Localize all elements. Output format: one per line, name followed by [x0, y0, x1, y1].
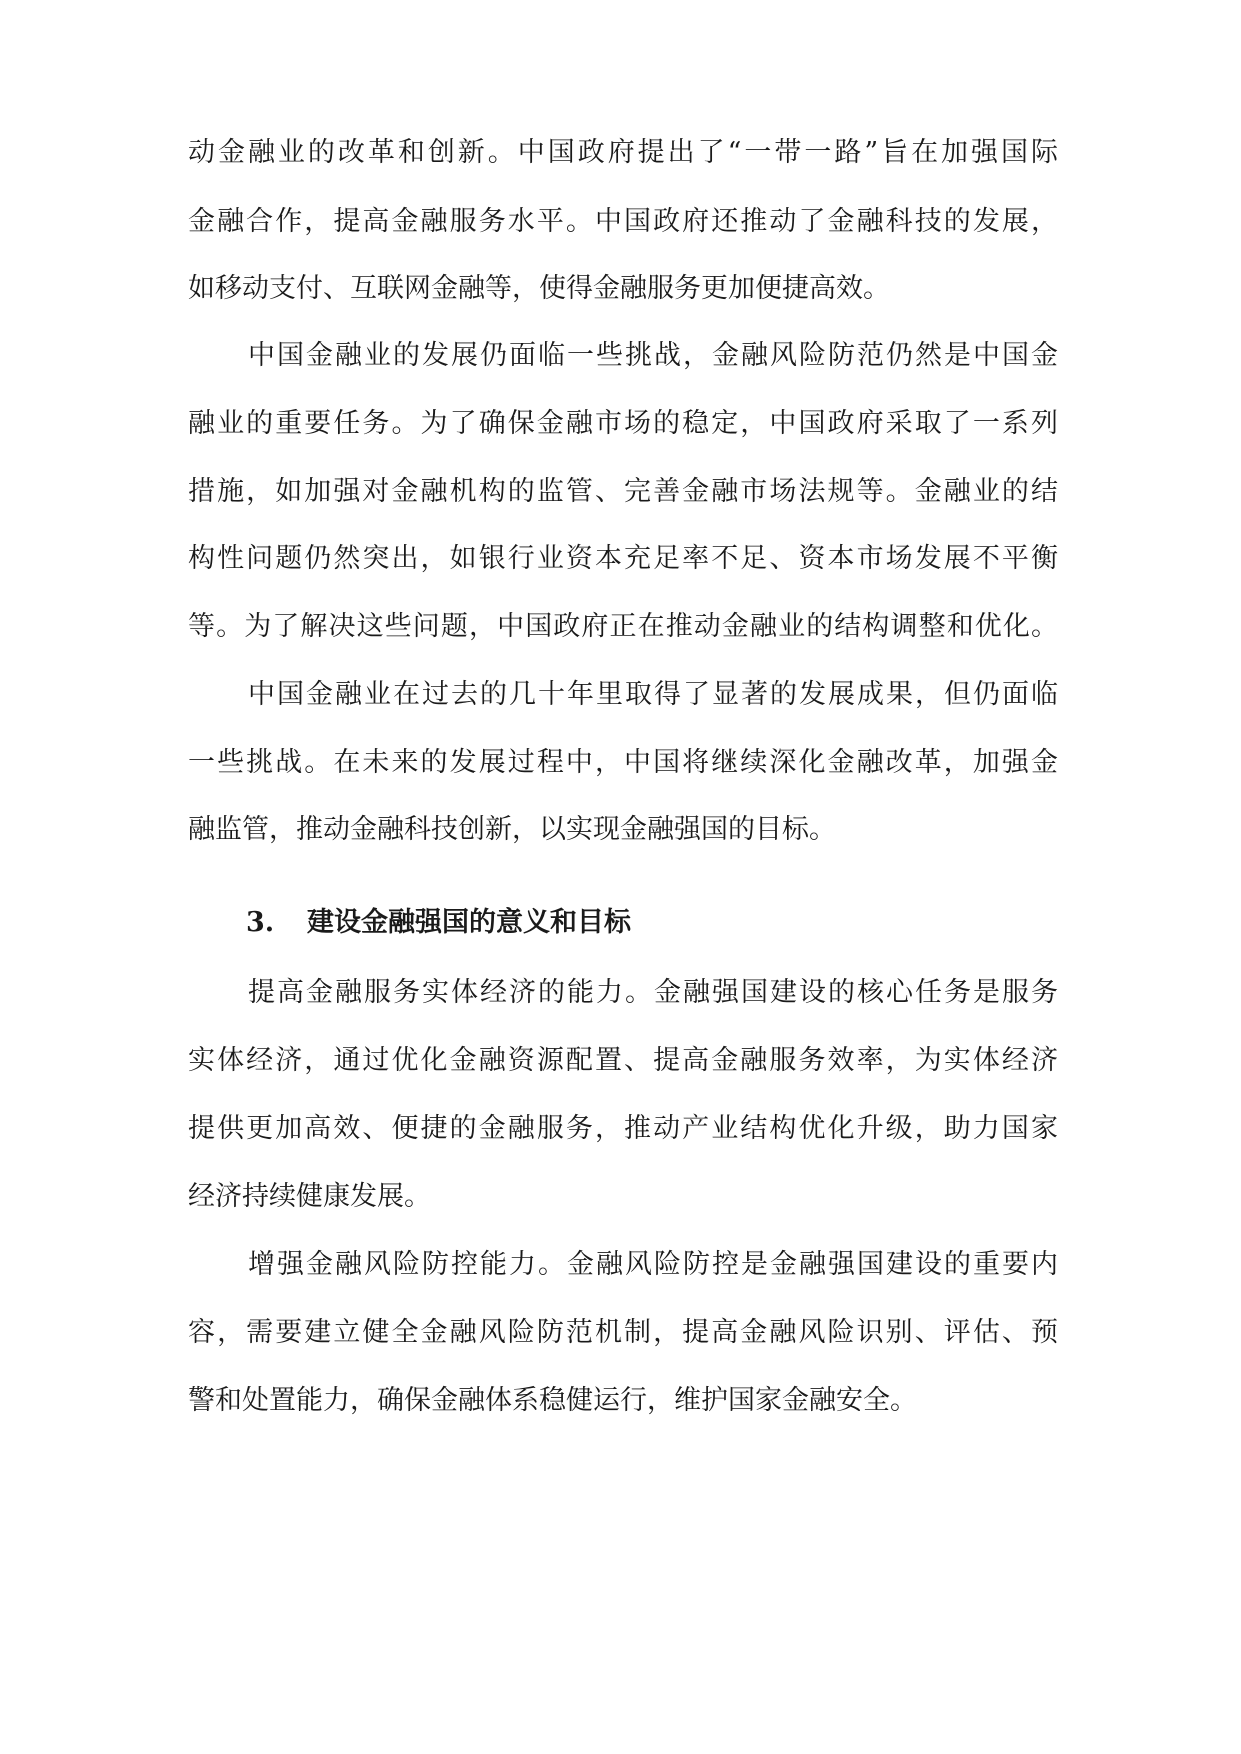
paragraph-5-line-3: 警和处置能力，确保金融体系稳健运行，维护国家金融安全。 — [188, 1385, 917, 1416]
paragraph-4-line-1: 提高金融服务实体经济的能力。金融强国建设的核心任务是服务 — [248, 977, 1058, 1008]
paragraph-3-line-2: 一些挑战。在未来的发展过程中，中国将继续深化金融改革，加强金 — [188, 747, 1058, 778]
paragraph-2-line-5: 等。为了解决这些问题，中国政府正在推动金融业的结构调整和优化。 — [188, 611, 1058, 642]
paragraph-2-line-2: 融业的重要任务。为了确保金融市场的稳定，中国政府采取了一系列 — [188, 408, 1058, 439]
paragraph-5-line-1: 增强金融风险防控能力。金融风险防控是金融强国建设的重要内 — [248, 1249, 1058, 1280]
paragraph-3-line-3: 融监管，推动金融科技创新，以实现金融强国的目标。 — [188, 814, 836, 845]
paragraph-4-line-3: 提供更加高效、便捷的金融服务，推动产业结构优化升级，助力国家 — [188, 1113, 1058, 1144]
section-heading-title: 建设金融强国的意义和目标 — [307, 907, 631, 938]
paragraph-1-line-3: 如移动支付、互联网金融等，使得金融服务更加便捷高效。 — [188, 273, 890, 304]
paragraph-3-line-1: 中国金融业在过去的几十年里取得了显著的发展成果，但仍面临 — [248, 679, 1058, 710]
paragraph-4-line-4: 经济持续健康发展。 — [188, 1181, 431, 1212]
paragraph-2-line-3: 措施，如加强对金融机构的监管、完善金融市场法规等。金融业的结 — [188, 476, 1058, 507]
paragraph-4-line-2: 实体经济，通过优化金融资源配置、提高金融服务效率，为实体经济 — [188, 1045, 1058, 1076]
section-heading — [246, 903, 631, 943]
paragraph-5-line-2: 容，需要建立健全金融风险防范机制，提高金融风险识别、评估、预 — [188, 1317, 1058, 1348]
paragraph-2-line-1: 中国金融业的发展仍面临一些挑战，金融风险防范仍然是中国金 — [248, 340, 1058, 371]
paragraph-1-line-2: 金融合作，提高金融服务水平。中国政府还推动了金融科技的发展， — [188, 206, 1058, 237]
paragraph-1-line-1: 动金融业的改革和创新。中国政府提出了“一带一路”旨在加强国际 — [188, 137, 1058, 168]
section-heading-number: 3. — [246, 907, 275, 938]
paragraph-2-line-4: 构性问题仍然突出，如银行业资本充足率不足、资本市场发展不平衡 — [188, 543, 1058, 574]
